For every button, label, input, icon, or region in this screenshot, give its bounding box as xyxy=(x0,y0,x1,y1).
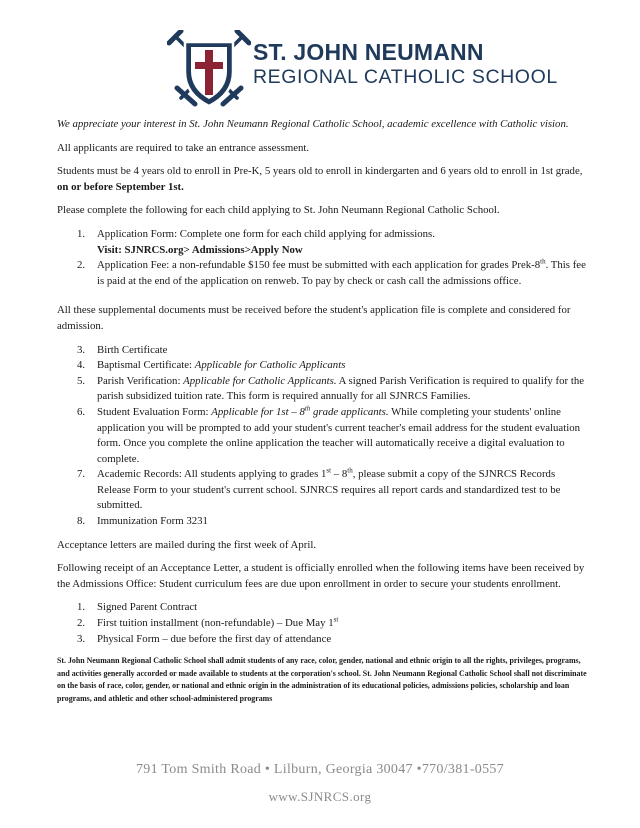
list-item xyxy=(57,467,588,514)
doc-italic: Applicable for Catholic Applicants. xyxy=(183,374,337,387)
doc-italic: Applicable for Catholic Applicants xyxy=(194,359,346,372)
age-requirement xyxy=(57,164,588,195)
list-item xyxy=(57,600,588,616)
supplemental-documents xyxy=(57,343,588,530)
nondiscrimination-policy: St. John Neumann Regional Catholic School shall admit students of any race, color, gender, national and ethnic origin to all the rights, privileges, programs, and activities generally accorded or made available to students at the corporation's school. St. John Neumann Regional Catholic School shall not discriminate on the basis of race, color, gender, or national and ethnic origin in the administration of its educational policies, admissions policies, scholarship and loan programs, and athletic and other school-administered programs xyxy=(57,656,587,703)
step-text: Application Fee: a non-refundable $150 fee must be submitted with each application for grades Prek-8 xyxy=(97,259,541,272)
item-text: First tuition installment (non-refundable) – Due May 1 xyxy=(97,617,334,630)
following-receipt-text: Following receipt of an Acceptance Letter, a student is officially enrolled when the following items have been received by the Admissions Office: Student curriculum fees are due upon enrollment in order to secure your students enrollment. xyxy=(57,562,585,590)
footer-website[interactable]: www.SJNRCS.org xyxy=(268,789,372,804)
step-text: Application Form: Complete one form for each child applying for admissions. xyxy=(97,227,435,240)
school-name-line2: REGIONAL CATHOLIC SCHOOL xyxy=(253,66,558,88)
school-name-line1: ST. JOHN NEUMANN xyxy=(253,39,484,65)
list-number: 5. xyxy=(77,374,86,387)
step-text: . This fee is paid at the end of the application on renweb. To pay by check or cash call the admissions office. xyxy=(97,259,586,287)
doc-text: While completing your students' online application you will be prompted to add your student's current teacher's email address for the student evaluation form. Once you complete the online application the teacher will automatically receive a digital evaluation to complete. xyxy=(97,405,581,465)
list-number: 2. xyxy=(77,259,86,272)
complete-following-text: Please complete the following for each child applying to St. John Neumann Regional Catholic School. xyxy=(57,204,500,217)
application-steps xyxy=(57,227,588,289)
doc-text: A signed Parish Verification is required to qualify for the parish subsidized tuition rate. This form is required annually for all SJNRCS Families. xyxy=(97,374,585,403)
doc-text: , please submit a copy of the SJNRCS Records Release Form to your student's current school. SJNRCS requires all report cards and standardized test to be submitted. xyxy=(97,468,561,512)
age-text: Students must be 4 years old to enroll in Pre-K, 5 years old to enroll in kindergarten and 6 years old to enroll in 1st grade, xyxy=(57,165,583,178)
doc-text: – 8 xyxy=(331,468,348,481)
doc-label: Student Evaluation Form: xyxy=(97,405,212,418)
doc-italic: – 8 xyxy=(288,405,305,418)
visit-link[interactable]: Visit: SJNRCS.org> Admissions>Apply Now xyxy=(97,243,303,256)
superscript: st xyxy=(333,615,339,624)
list-item xyxy=(57,258,588,289)
crest-shield-swords-cross-icon xyxy=(167,30,251,110)
acceptance-text: Acceptance letters are mailed during the first week of April. xyxy=(57,538,317,551)
list-number: 6. xyxy=(77,405,86,418)
doc-label: Parish Verification: xyxy=(97,374,184,387)
age-deadline: on or before September 1st. xyxy=(57,180,184,193)
supplemental-intro: All these supplemental documents must be received before the student's application file is complete and considered for admission. xyxy=(57,304,571,332)
intro-text: We appreciate your interest in St. John Neumann Regional Catholic School, academic excellence with Catholic vision. xyxy=(57,118,569,130)
list-number: 4. xyxy=(77,359,86,372)
doc-italic: Applicable for 1st xyxy=(211,405,289,418)
list-number: 3. xyxy=(77,343,86,356)
list-number: 1. xyxy=(77,227,86,240)
letterhead xyxy=(0,22,640,110)
list-number: 8. xyxy=(77,515,86,528)
list-item xyxy=(57,616,588,632)
list-item xyxy=(57,514,588,530)
doc-text: Academic Records: All students applying to grades 1 xyxy=(97,468,327,481)
footer-address: 791 Tom Smith Road • Lilburn, Georgia 30047 •770/381-0557 xyxy=(135,762,504,777)
list-item xyxy=(57,374,588,405)
list-number: 3. xyxy=(77,632,86,645)
superscript: th xyxy=(347,466,353,475)
doc-label: Baptismal Certificate: xyxy=(97,359,195,372)
list-item xyxy=(57,632,588,648)
superscript: st xyxy=(326,466,332,475)
superscript: th xyxy=(304,404,311,413)
list-item xyxy=(57,405,588,467)
enrollment-items xyxy=(57,600,588,647)
list-number: 2. xyxy=(77,617,86,630)
list-item xyxy=(57,358,588,374)
list-item xyxy=(57,343,588,359)
list-number: 7. xyxy=(77,468,86,481)
letter-body xyxy=(57,117,588,714)
item-text: Physical Form – due before the first day of attendance xyxy=(97,632,332,645)
list-number: 1. xyxy=(77,601,86,614)
doc-italic: grade applicants. xyxy=(310,405,389,418)
item-text: Signed Parent Contract xyxy=(97,601,198,614)
list-item xyxy=(57,227,588,258)
doc-text: Birth Certificate xyxy=(97,343,168,356)
doc-text: Immunization Form 3231 xyxy=(97,515,208,528)
entrance-text: All applicants are required to take an entrance assessment. xyxy=(57,141,310,154)
superscript: th xyxy=(540,257,546,266)
